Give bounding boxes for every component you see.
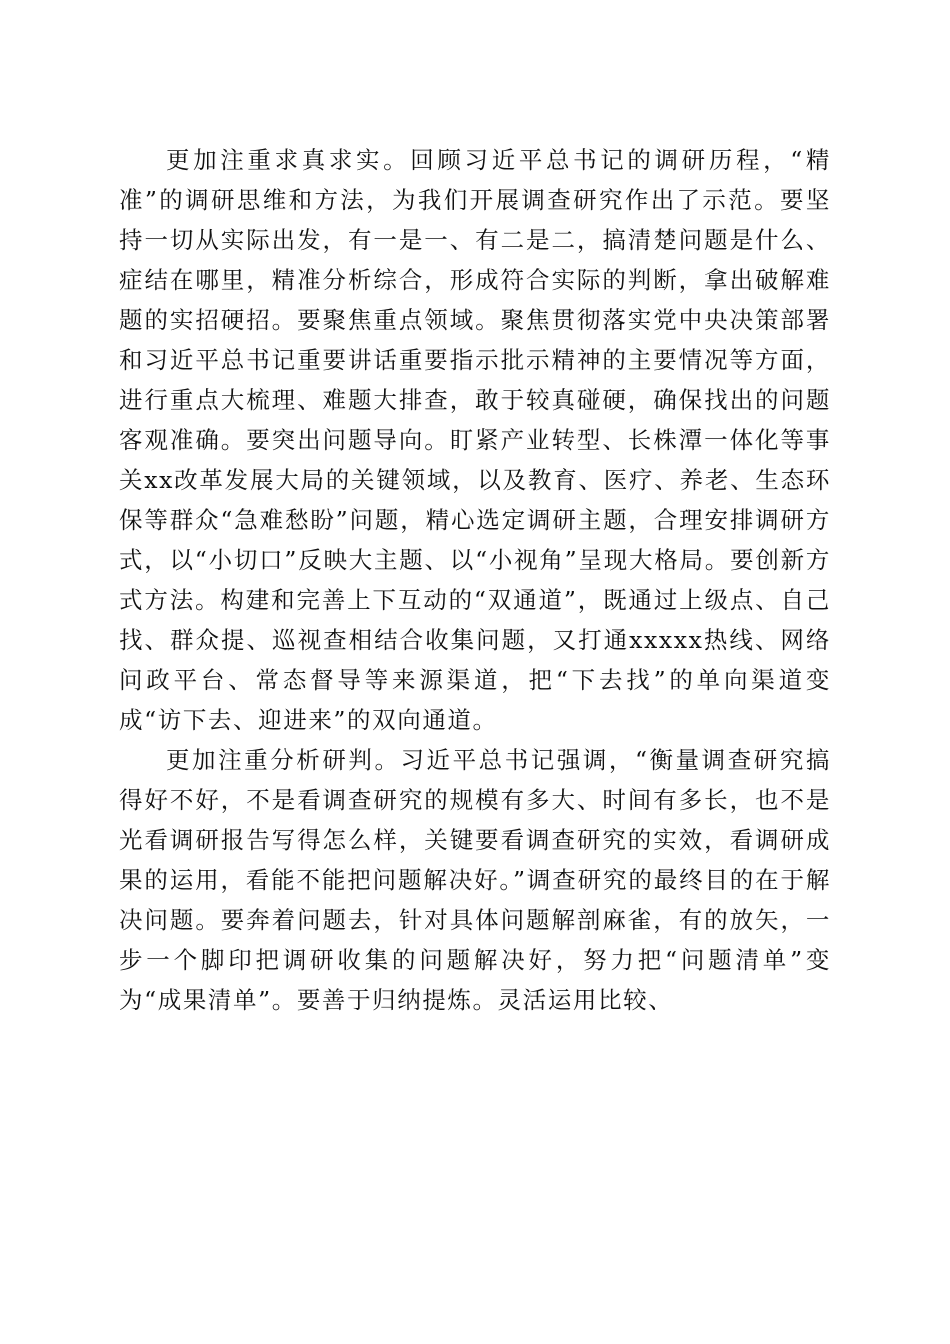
paragraph-2: 更加注重分析研判。习近平总书记强调，“衡量调查研究搞得好不好，不是看调查研究的规模有多大、时间有多长，也不是光看调研报告写得怎么样，关键要看调查研究的实效，看调研成果的运用，看能不能把问题解决好。”调查研究的最终目的在于解决问题。要奔着问题去，针对具体问题解剖麻雀，有的放矢，一步一个脚印把调研收集的问题解决好，努力把“问题清单”变为“成果清单”。要善于归纳提炼。灵活运用比较、	[119, 746, 831, 1014]
paragraph-1: 更加注重求真求实。回顾习近平总书记的调研历程，“精准”的调研思维和方法，为我们开展调查研究作出了示范。要坚持一切从实际出发，有一是一、有二是二，搞清楚问题是什么、症结在哪里，精准分析综合，形成符合实际的判断，拿出破解难题的实招硬招。要聚焦重点领域。聚焦贯彻落实党中央决策部署和习近平总书记重要讲话重要指示批示精神的主要情况等方面，进行重点大梳理、难题大排查，敢于较真碰硬，确保找出的问题客观准确。要突出问题导向。盯紧产业转型、长株潭一体化等事关xx改革发展大局的关键领域，以及教育、医疗、养老、生态环保等群众“急难愁盼”问题，精心选定调研主题，合理安排调研方式，以“小切口”反映大主题、以“小视角”呈现大格局。要创新方式方法。构建和完善上下互动的“双通道”，既通过上级点、自己找、群众提、巡视查相结合收集问题，又打通xxxxx热线、网络问政平台、常态督导等来源渠道，把“下去找”的单向渠道变成“访下去、迎进来”的双向通道。	[119, 146, 831, 734]
document-body	[119, 140, 831, 1020]
